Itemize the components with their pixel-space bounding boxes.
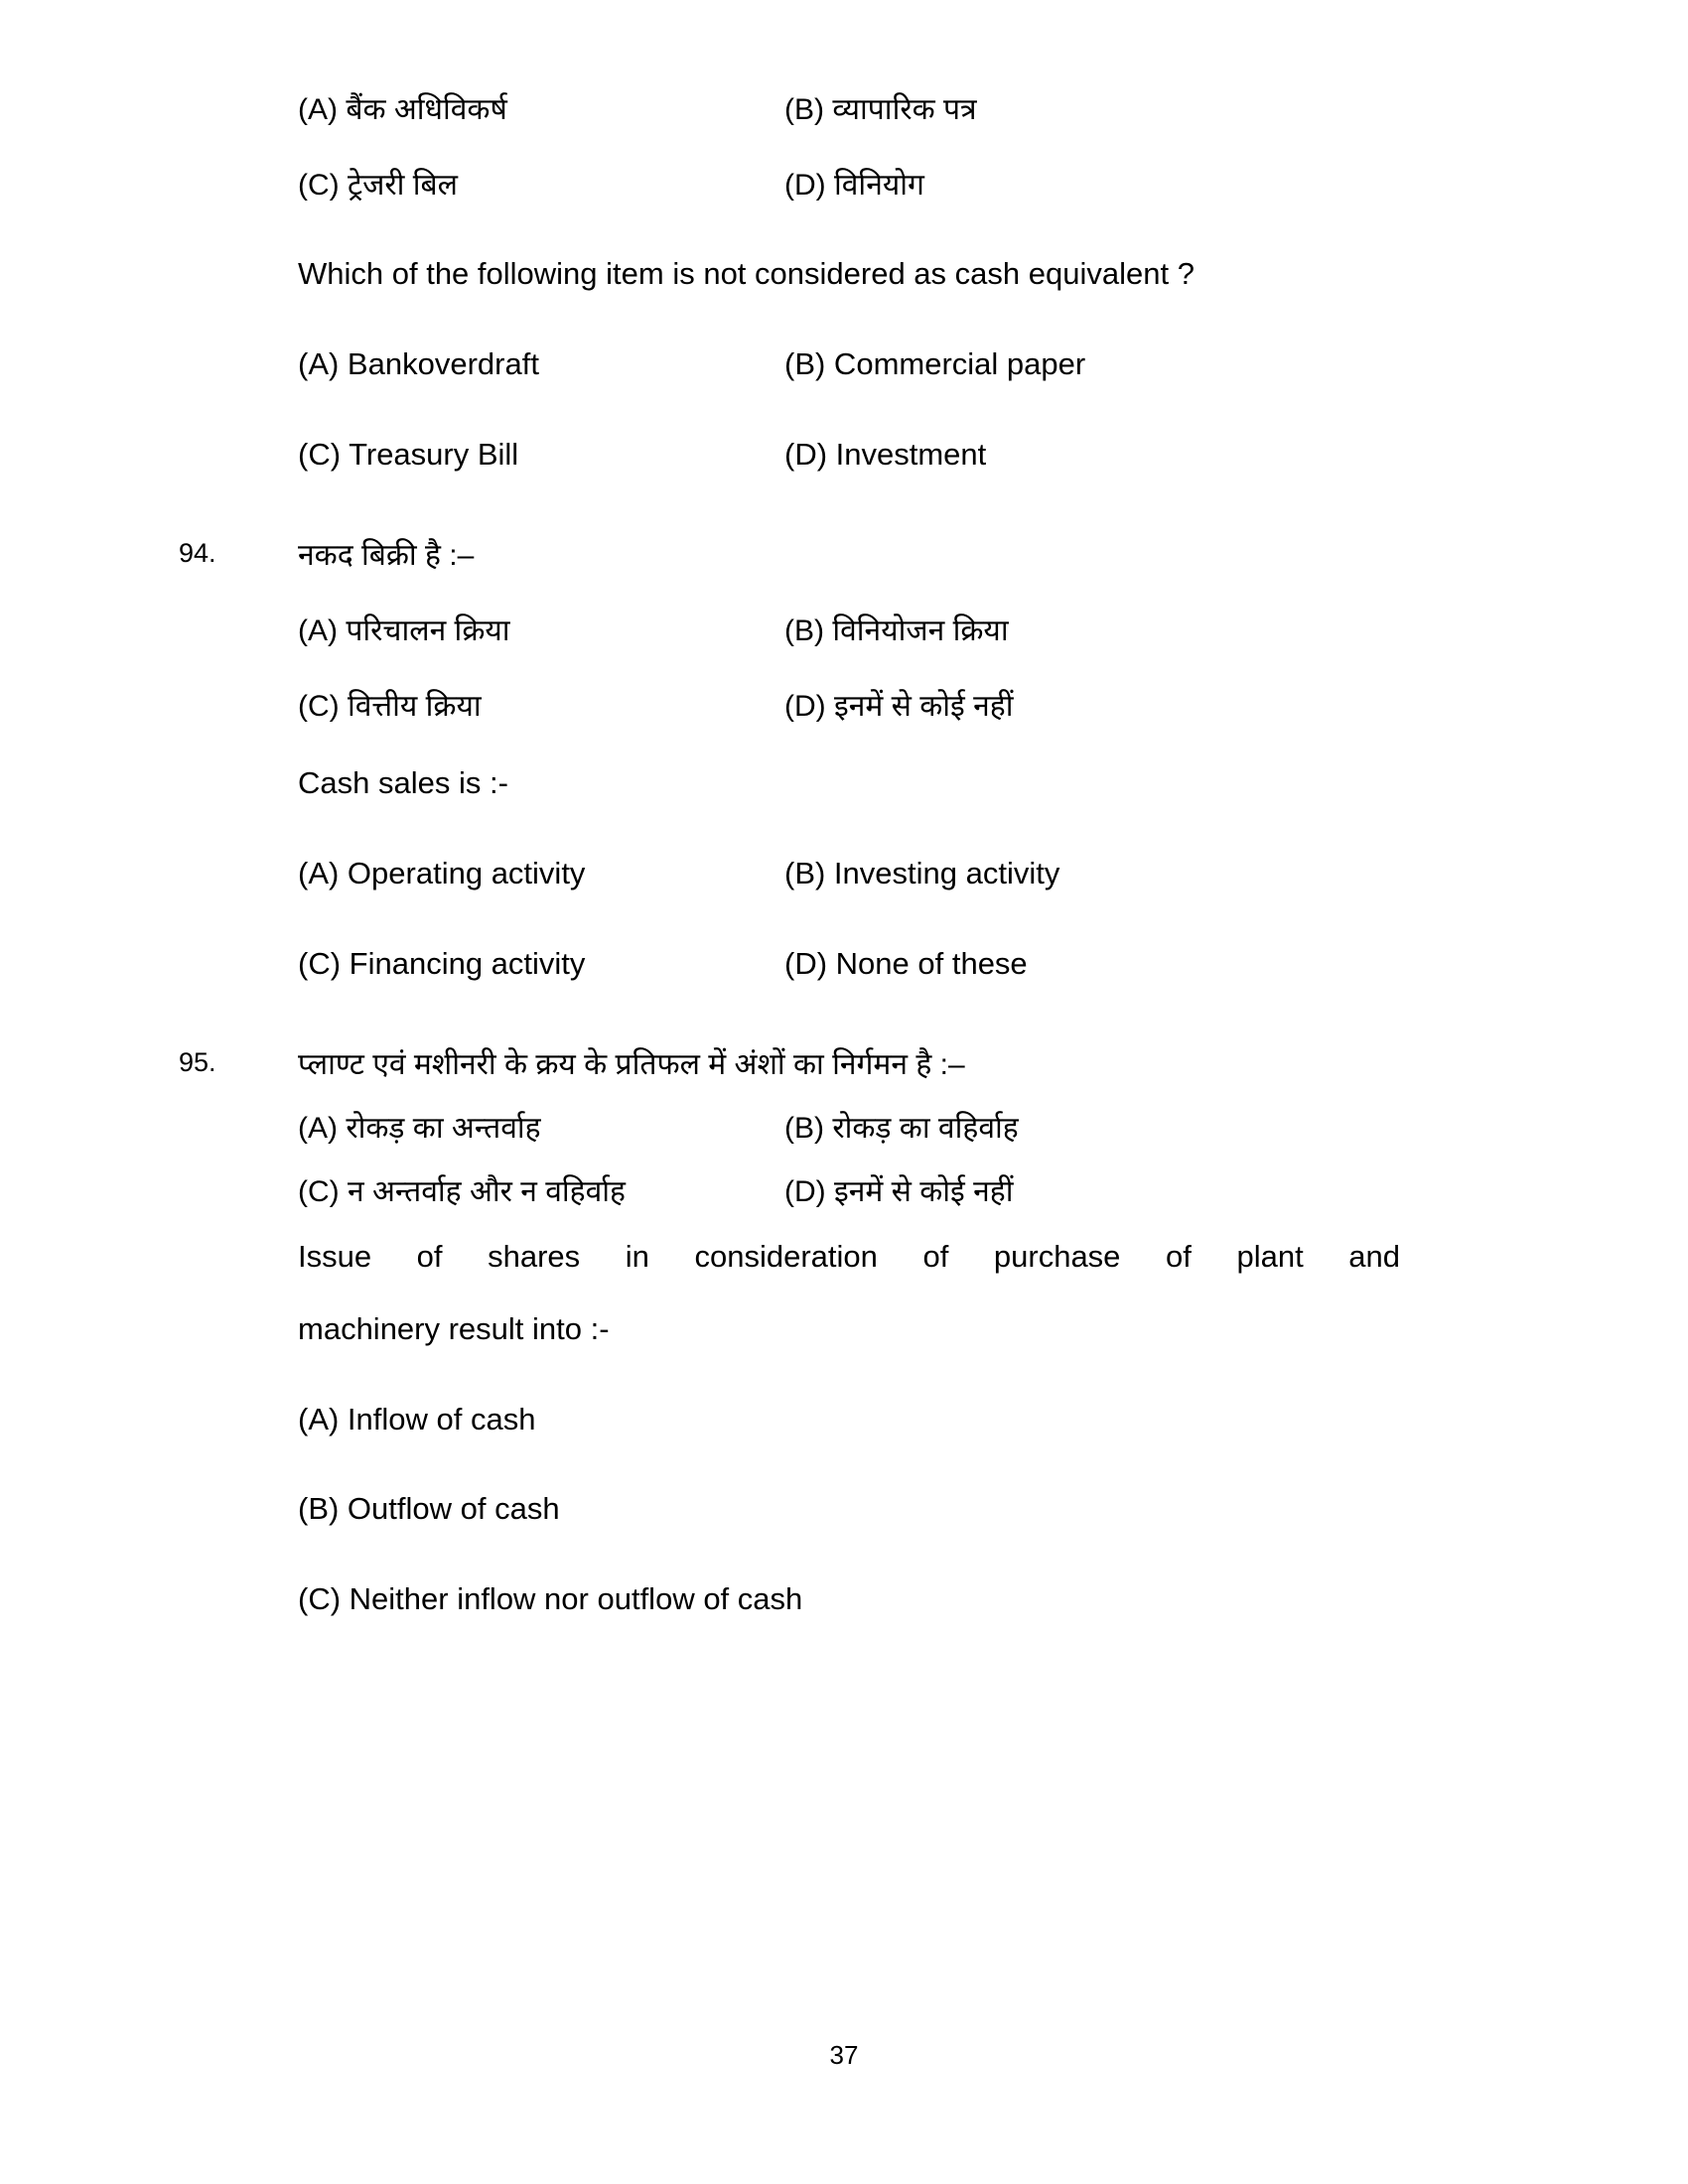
page-number: 37 [829,2040,859,2070]
option-c-english: (C) Treasury Bill [298,436,519,472]
question-94 [179,535,1489,577]
option-c-english: (C) Neither inflow nor outflow of cash [298,1581,803,1617]
question-95-stem-english-line1: Issue of shares in consideration of purchase of plant and [298,1238,1400,1274]
option-d-english: (D) None of these [784,945,1028,981]
option-b-hindi: (B) रोकड़ का वहिर्वाह [784,1111,1019,1145]
question-95-hindi-options-2 [298,1171,1489,1213]
question-95-stem-english [298,1235,1400,1352]
option-d-hindi: (D) इनमें से कोई नहीं [784,689,1014,723]
question-95-hindi-options [298,1108,1489,1150]
question-93-hindi-options [298,89,1489,131]
question-93-english-options [298,342,1489,387]
question-95-stem-english-line2: machinery result into :- [298,1310,610,1346]
option-a-english: (A) Bankoverdraft [298,345,539,381]
option-c-hindi: (C) ट्रेजरी बिल [298,169,458,202]
option-a-hindi: (A) बैंक अधिविकर्ष [298,93,507,126]
option-d-hindi: (D) विनियोग [784,169,924,202]
option-d-english: (D) Investment [784,436,987,472]
question-94-english-options-2 [298,942,1489,987]
question-93-hindi-options-2 [298,165,1489,206]
option-a-english: (A) Inflow of cash [298,1401,536,1436]
option-a-english: (A) Operating activity [298,855,586,890]
question-94-stem-english: Cash sales is :- [298,764,508,800]
question-93-stem-english: Which of the following item is not considered as cash equivalent ? [298,256,1195,291]
option-d-hindi: (D) इनमें से कोई नहीं [784,1174,1014,1208]
option-c-english: (C) Financing activity [298,945,586,981]
question-94-stem-hindi: नकद बिक्री है :– [298,538,475,572]
question-93-english-options-2 [298,433,1489,478]
question-94-number: 94. [179,537,216,568]
question-94-hindi-options [298,611,1489,652]
option-b-english: (B) Investing activity [784,855,1060,890]
option-b-hindi: (B) व्यापारिक पत्र [784,93,977,126]
question-94-english-options [298,852,1489,896]
option-a-hindi: (A) रोकड़ का अन्तर्वाह [298,1111,541,1145]
question-95-stem-hindi: प्लाण्ट एवं मशीनरी के क्रय के प्रतिफल में अंशों का निर्गमन है :– [298,1047,965,1081]
option-c-hindi: (C) न अन्तर्वाह और न वहिर्वाह [298,1174,626,1208]
option-a-hindi: (A) परिचालन क्रिया [298,614,510,647]
question-94-hindi-options-2 [298,686,1489,728]
option-c-hindi: (C) वित्तीय क्रिया [298,689,482,723]
question-content-area [179,89,1489,1622]
question-95 [179,1044,1489,1086]
option-b-hindi: (B) विनियोजन क्रिया [784,614,1009,647]
option-b-english: (B) Outflow of cash [298,1491,560,1527]
question-95-number: 95. [179,1046,216,1077]
option-b-english: (B) Commercial paper [784,345,1086,381]
